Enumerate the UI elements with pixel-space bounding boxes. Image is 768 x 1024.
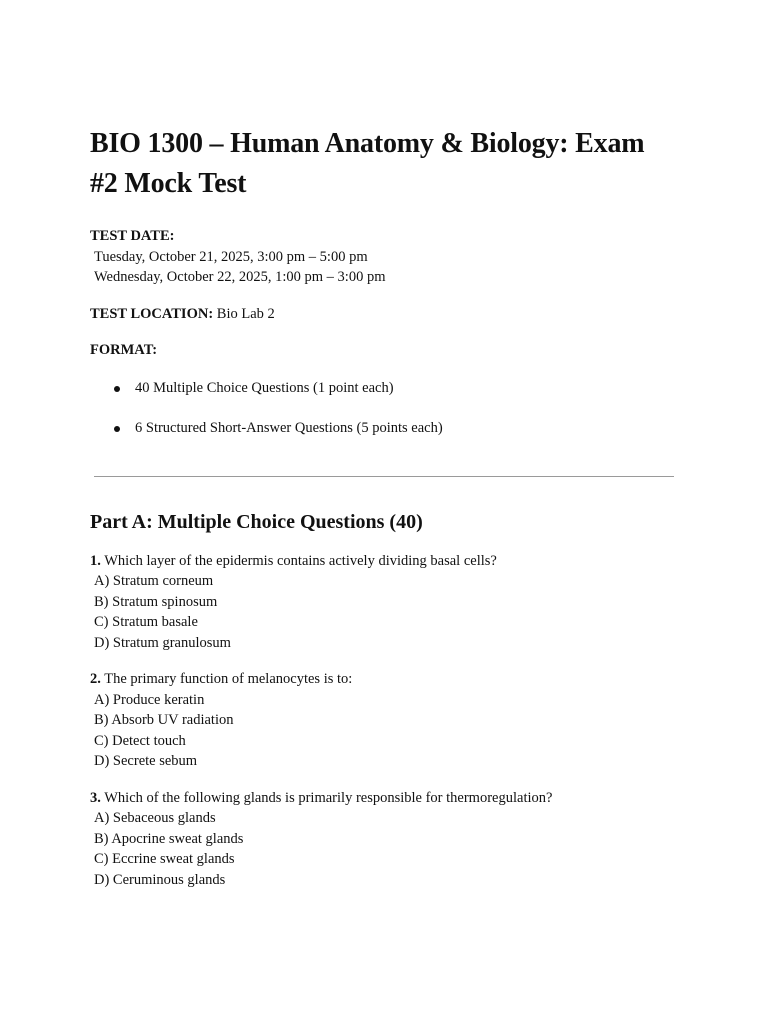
format-list (90, 378, 678, 439)
answer-option: B) Apocrine sweat glands (94, 830, 244, 847)
question-text: Which layer of the epidermis contains actively dividing basal cells? (104, 552, 497, 569)
question-text: The primary function of melanocytes is to: (104, 671, 353, 687)
answer-option: D) Ceruminous glands (94, 871, 226, 888)
test-location-value: Bio Lab 2 (216, 305, 275, 322)
answer-option: B) Stratum spinosum (94, 593, 218, 610)
answer-option: A) Stratum corneum (94, 573, 214, 589)
answer-option: D) Stratum granulosum (94, 634, 231, 651)
question-2 (90, 669, 678, 772)
question-3 (90, 788, 678, 891)
question-list (90, 551, 678, 891)
question-stem (90, 669, 678, 690)
format-label: FORMAT: (90, 342, 158, 358)
test-location-section (90, 304, 678, 325)
part-a-heading: Part A: Multiple Choice Questions (40) (90, 510, 423, 533)
question-stem (90, 551, 678, 572)
answer-option: C) Stratum basale (94, 614, 198, 630)
format-item-text: 40 Multiple Choice Questions (1 point each) (135, 379, 394, 396)
answer-option: A) Sebaceous glands (94, 810, 216, 826)
format-item-text: 6 Structured Short-Answer Questions (5 points each) (135, 420, 443, 436)
answer-option: D) Secrete sebum (94, 753, 198, 769)
format-list-item (114, 418, 678, 439)
test-date-line: Wednesday, October 22, 2025, 1:00 pm – 3:00 pm (94, 269, 386, 285)
bullet-icon (114, 386, 120, 392)
answer-option: C) Detect touch (94, 732, 186, 749)
bullet-icon (114, 426, 120, 432)
question-1 (90, 551, 678, 654)
test-date-line: Tuesday, October 21, 2025, 3:00 pm – 5:00 pm (94, 248, 368, 265)
answer-option: A) Produce keratin (94, 691, 205, 708)
question-number: 1. (90, 552, 101, 569)
page-title: BIO 1300 – Human Anatomy & Biology: Exam #2 Mock Test (90, 128, 645, 199)
question-text: Which of the following glands is primarily responsible for thermoregulation? (104, 789, 553, 806)
question-stem (90, 788, 678, 809)
test-location-label: TEST LOCATION: (90, 305, 214, 322)
format-section (90, 340, 678, 439)
test-date-section (90, 226, 678, 288)
test-date-label: TEST DATE: (90, 228, 175, 244)
section-divider (94, 476, 674, 477)
question-number: 2. (90, 671, 101, 687)
answer-option: B) Absorb UV radiation (94, 712, 234, 728)
question-number: 3. (90, 789, 101, 806)
answer-option: C) Eccrine sweat glands (94, 851, 235, 867)
format-list-item (114, 378, 678, 399)
